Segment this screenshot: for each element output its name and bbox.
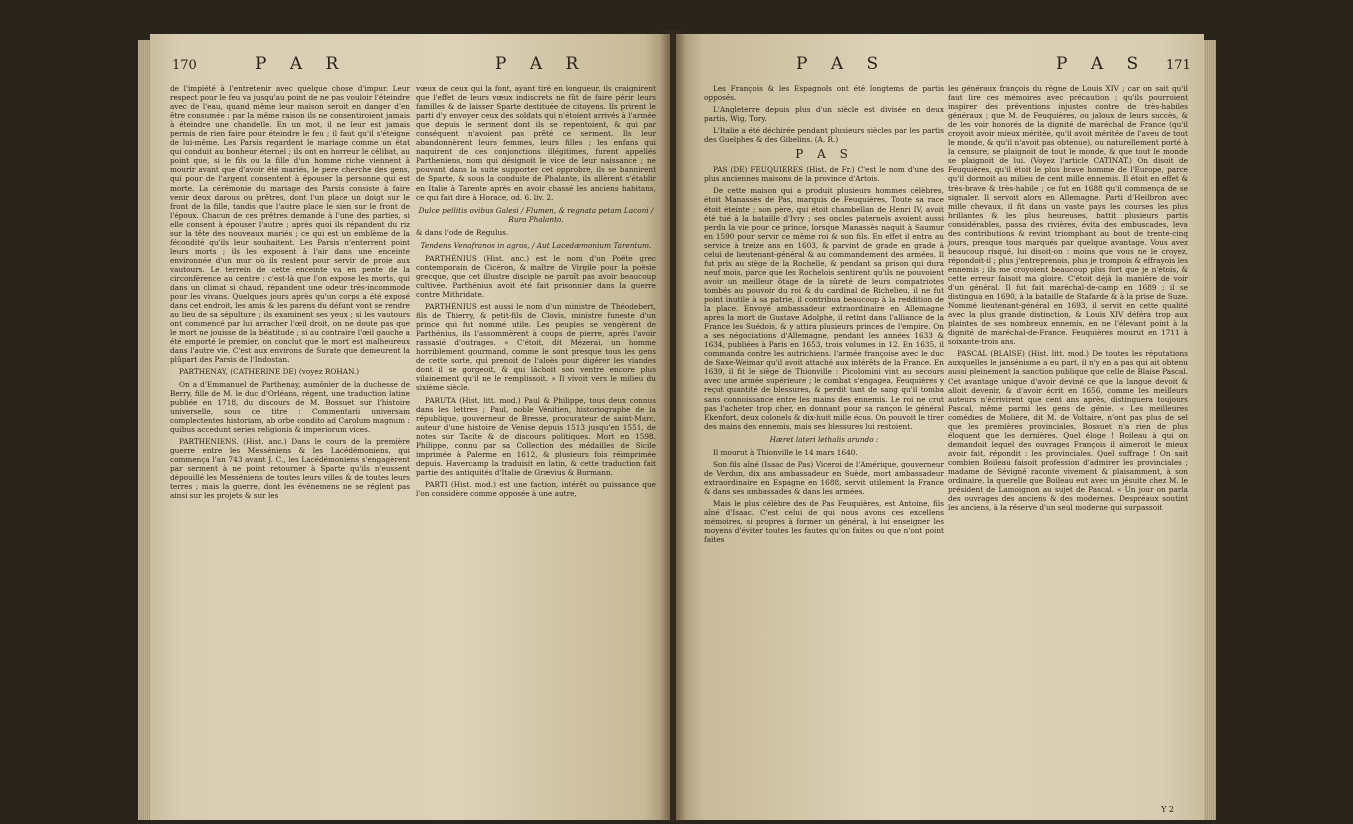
right-column-1 <box>704 84 944 547</box>
paragraph: vœux de ceux qui la font, ayant tiré en longueur, ils craignirent que l'effet de leurs vœux indiscrets ne fût de faire périr leurs familles & de laisser Sparte destituée de citoyens. Ils prirent le parti d'y envoyer ceux des soldats qui n'étoient arrivés à l'armée que depuis le serment dont ils se repentoient, & qui par conséquent n'avoient pas prêté ce serment. Ils leur abandonnèrent leurs femmes, leurs filles ; les enfans qui naquirent de ces conjonctions illégitimes, furent appellés Partheniens, nom qui désignoit le vice de leur naissance ; ne pouvant dans la suite supporter cet opprobre, ils se bannirent de Sparte, & sous la conduite de Phalante, ils allèrent s'établir en Italie à Tarente après en avoir chassé les anciens habitans, ce qui fait dire à Horace, od. 6. liv. 2. <box>416 84 656 202</box>
left-running-head-2: P A R <box>495 54 588 74</box>
right-page-number: 171 <box>1166 58 1191 73</box>
paragraph: Mais le plus célèbre des de Pas Feuquières, est Antoine, fils aîné d'Isaac. C'est celui de qui nous avons ces excellens mémoires, si propres à former un général, à lui enseigner les moyens d'éviter toutes les fautes qu'on faites ou que n'ont point faites <box>704 498 944 545</box>
paragraph: PARTHÉNIUS (Hist. anc.) est le nom d'un Poëte grec contemporain de Cicéron, & maître de Virgile pour la poësie grecque, que cet illustre disciple ne paroît pas avoir beaucoup cultivée. Parthénius avoit été fait prisonnier dans la guerre contre Mithridate. <box>416 253 656 299</box>
entry-heading: PAS (DE) FEUQUIERES (Hist. de Fr.) C'est le nom d'une des plus anciennes maisons de la province d'Artois. <box>704 165 944 184</box>
paragraph: & dans l'ode de Regulus. <box>416 227 509 237</box>
signature-mark: Y 2 <box>1161 805 1174 814</box>
paragraph: PASCAL (BLAISE) (Hist. litt. mod.) De toutes les réputations auxquelles le jansénisme a eu part, il n'y en a pas qui ait obtenu aussi pleinement la sanction publique que celle de Blaise Pascal. Cet avantage unique d'avoir deviné ce que la langue devoit & alloit devenir, & d'avoir écrit en 1656, comme les meilleurs auteurs n'écrivirent que cent ans après, distinguera toujours Pascal, même parmi les gens de génie. « Les meilleures comédies de Molière, dit M. de Voltaire, n'ont pas plus de sel que les premières provinciales, Bossuet n'a rien de plus éloquent que les dernières. Quel éloge ! Boileau à qui on demandoit lequel des ouvrages François il aimeroit le mieux avoir fait, répondit : les provinciales. Quel suffrage ! On sait combien Boileau faisoit profession d'admirer les provinciales ; madame de Sévigné raconte vivement & plaisamment, à son ordinaire, la querelle que Boileau eut avec un jésuite chez M. le président de Lamoignon au sujet de Pascal. « Un jour on parla des ouvrages des anciens & des modernes. Despréaux soutint les anciens, à la réserve d'un seul moderne qui surpassoit <box>948 349 1188 513</box>
right-page-edges <box>1202 40 1216 820</box>
paragraph: Son fils aîné (Isaac de Pas) Viceroi de l'Amérique, gouverneur de Verdun, dix ans ambassadeur en Suède, mort ambassadeur extraordinaire en Espagne en 1688, servit utilement la France & dans ses ambassades & dans les armées. <box>704 459 944 496</box>
left-page-number: 170 <box>172 58 197 73</box>
paragraph: PARTI (Hist. mod.) est une faction, intérêt ou puissance que l'on considère comme opposée à une autre, <box>416 479 656 498</box>
left-column-2 <box>416 84 656 501</box>
paragraph: De cette maison qui a produit plusieurs hommes célèbres, étoit Manassès de Pas, marquis de Feuquières, Toute sa race étoit éteinte ; son père, qui étoit chambellan de Henri IV, avoit été tué à la bataille d'Ivry ; ses oncles paternels avoient aussi perdu la vie pour ce prince, lorsque Manassès naquit à Saumur en 1590 pour servir ce même roi & son fils. En effet il entra au service à treize ans en 1603, & parvint de grade en grade à celui de lieutenant-général & au commandement des armées. Il fut pris au siège de la Rochelle, & pendant sa prison qui dura neuf mois, parce que les Rochelois sentirent qu'ils ne pouvoient avoir un meilleur ôtage de la sûreté de leurs compatriotes tombés au pouvoir du roi & du cardinal de Richelieu, il ne fut point inutile à sa patrie, il contribua beaucoup à la reddition de la place. Envoyé ambassadeur extraordinaire en Allemagne après la mort de Gustave Adolphe, il retint dans l'alliance de la France les Suédois, & y attira plusieurs princes de l'empire. On a ses négociations d'Allemagne, pendant les années 1633 & 1634, publiées à Paris en 1653, trois volumes in 12. En 1635, il commanda contre les autrichiens. l'armée françoise avec le duc de Saxe-Weimar qu'il avoit attaché aux intérêts de la France. En 1639, il fit le siège de Thionville : Picolomini vint au secours avec une armée supérieure ; le combat s'engagea, Feuquières y reçut quantité de blessures, & perdit tant de sang qu'il tomba sans connoissance entre les mains des ennemis. Le roi ne crut pas l'acheter trop cher, en donnant pour sa rançon le général Ekenfort, deux colonels & dix-huit mille écus. On pouvoit le tirer des mains des ennemis, mais ses blessures lui restoient. <box>704 186 944 431</box>
left-column-1 <box>170 84 410 503</box>
left-running-head-1: P A R <box>255 54 348 74</box>
entry-heading: PARTHENAY, (CATHERINE DE) (voyez ROHAN.) <box>179 367 360 377</box>
right-column-2 <box>948 84 1188 515</box>
verse-quote: Hæret lateri lethalis arundo : <box>769 434 879 444</box>
right-page <box>676 34 1204 820</box>
paragraph: Les François & les Espagnols ont été longtems de partis opposés. <box>704 84 944 103</box>
paragraph: L'Angleterre depuis plus d'un siècle est divisée en deux partis, Wig, Tory. <box>704 105 944 124</box>
book-gutter <box>660 30 686 822</box>
paragraph: PARUTA (Hist. litt. mod.) Paul & Philippe, tous deux connus dans les lettres ; Paul, noble Vénitien, historiographe de la république, gouverneur de Bresse, procurateur de saint-Marc, auteur d'une histoire de Venise depuis 1513 jusqu'en 1551, de notes sur Tacite & de discours politiques. Mort en 1598. Philippe, connu par sa Collection des médailles de Sicile imprimée à Palerme en 1612, & plusieurs fois réimprimée depuis. Havercamp la traduisit en latin, & cette traduction fait partie des antiquités d'Italie de Grævius & Burmann. <box>416 395 656 477</box>
verse-quote: Tendens Venafranos in agros, / Aut Lacedæmonium Tarentum. <box>420 240 652 250</box>
paragraph: de l'impiété à l'entretenir avec quelque chose d'impur. Leur respect pour le feu va jusqu'au point de ne pas vouloir l'éteindre avec de l'eau, quand même leur maison seroit en danger d'en être consumée : par la même raison ils ne consentiroient jamais à éteindre une chandelle. En un mot, il ne leur est jamais permis de rien faire pour éteindre le feu ; il faut qu'il s'éteigne de lui-même. Les Parsis regardent le mariage comme un état qui conduit au bonheur éternel ; ils ont en horreur le célibat, au point que, si le fils ou la fille d'un homme riche viennent à mourir avant que d'avoir été mariés, le pere cherche des gens, qui pour de l'argent consentent à épouser la personne qui est morte. La cérémonie du mariage des Parsis consiste à faire venir deux darous ou prêtres, dont l'un place un doigt sur le front de la fille, tandis que l'autre place le sien sur le front de l'époux. Chacun de ces prêtres demande à l'une des parties, si elle consent à épouser l'autre ; après quoi ils répandent du riz sur la tête des nouveaux mariés ; ce qui est un emblème de la fécondité qu'ils leur souhaitent. Les Parsis n'enterrent point leurs morts ; ils les exposent à l'air dans une enceinte environnée d'un mur où ils restent pour servir de proie aux vautours. Le terrein de cette enceinte va en pente de la circonférence au centre : c'est-là que l'on expose les morts, qui dans un climat si chaud, répandent une odeur très-incommode pour les vivans. Quelques jours après qu'un corps a été exposé dans cet endroit, les amis & les parens du défunt vont se rendre au lieu de sa sépulture ; ils examinent ses yeux ; si les vautours ont commencé par lui arracher l'œil droit, on ne doute pas que le mort ne jouisse de la béatitude ; si au contraire l'œil gauche a été emporté le premier, on conclut que le mort est malheureux dans l'autre vie. C'est aux environs de Surate que demeurent la plûpart des Parsis de l'Indostan. <box>170 84 410 365</box>
left-page <box>150 34 670 820</box>
paragraph: les généraux françois du règne de Louis XIV ; car on sait qu'il faut lire ces mémoires avec précaution ; qu'ils pourroient inspirer des préventions injustes contre de très-habiles généraux ; que M. de Feuquières, ou jaloux de leurs succès, & de les voir honorés de la dignité de maréchal de France (qu'il croyoit avoir mieux méritée, qu'il avoit méritée de l'aveu de tout le monde, & qu'il n'avoit pas obtenue), ou naturellement porté à la censure, se plaignoit de tout le monde, & que tout le monde se plaignoit de lui. (Voyez l'article CATINAT.) On disoit de Feuquières, qu'il étoit le plus brave homme de l'Europe, parce qu'il dormoit au milieu de cent mille ennemis. Il étoit en effet & très-brave & très-habile ; ce fut en 1688 qu'il commença de se signaler. Il servoit alors en Allemagne. Parti d'Heilbron avec mille chevaux, il fit dans un vaste pays les courses les plus brillantes & les plus heureuses, battit plusieurs partis considérables, passa des rivières, évita des embuscades, leva des contributions & revint triomphant au bout de trente-cinq jours, presque tous marqués par quelque avantage. Vous avez beaucoup risqué, lui disoit-on : moins que vous ne le croyez, répondoit-il ; plus j'entreprenois, plus je trompois & effrayois les ennemis ; ils me croyoient beaucoup plus fort que je n'étois, & cette erreur faisoit ma gloire. C'étoit déjà la manière de voir d'un général. Il fut fait maréchal-de-camp en 1689 ; il se distingua en 1690, à la bataille de Stafarde & à la prise de Suze. Nommé lieutenant-général en 1693, il servit en cette qualité avec la plus grande distinction, & Louis XIV déféra trop aux plaintes de ses nombreux ennemis, en ne l'élevant point à la dignité de maréchal-de-France. Feuquières mourut en 1711 à soixante-trois ans. <box>948 84 1188 347</box>
paragraph: Il mourut à Thionville le 14 mars 1640. <box>713 447 858 457</box>
right-running-head-1: P A S <box>796 54 888 74</box>
right-running-head-2: P A S <box>1056 54 1148 74</box>
paragraph: On a d'Emmanuel de Parthenay, aumônier de la duchesse de Berry, fille de M. le duc d'Orléans, régent, une traduction latine publiée en 1718, du discours de M. Bossuet sur l'histoire universelle, sous ce titre : Commentarii universam complectentes historiam, ab orbe condito ad Carolum magnum : quibus accedunt series religionis & imperiorum vices. <box>170 379 410 434</box>
paragraph: PARTHÉNIUS est aussi le nom d'un ministre de Théodebert, fils de Thierry, & petit-fils de Clovis, ministre funeste d'un prince qui fut nommé utile. Les peuples se vengèrent de Parthénius, ils l'assommèrent à coups de pierre, après l'avoir rassasié d'outrages. « C'étoit, dit Mézerai, un homme horriblement gourmand, comme le sont presque tous les gens de cette sorte, qui prenoit de l'aloès pour digérer les viandes dont il se gorgeoit, & qui lâchoit son ventre encore plus vilainement qu'il ne le remplissoit. » Il vivoit vers le milieu du sixième siècle. <box>416 302 656 393</box>
paragraph: PARTHENIENS. (Hist. anc.) Dans le cours de la première guerre entre les Messéniens & les Lacédémoniens, qui commença l'an 743 avant J. C., les Lacédémoniens s'engagèrent par serment à ne point retourner à Sparte qu'ils n'eussent dépouillé les Messéniens de toutes leurs villes & de toutes leurs terres ; mais la guerre, dont les événemens ne se réglent pas ainsi sur les projets & sur les <box>170 436 410 501</box>
section-title: P A S <box>795 147 853 162</box>
paragraph: L'Italie a été déchirée pendant plusieurs siècles par les partis des Guelphes & des Gibelins. (A. R.) <box>704 126 944 145</box>
verse-quote: Dulce pellitis ovibus Galesi / Flumen, & regnata petam Laconi / Rura Phalanto. <box>418 205 654 224</box>
